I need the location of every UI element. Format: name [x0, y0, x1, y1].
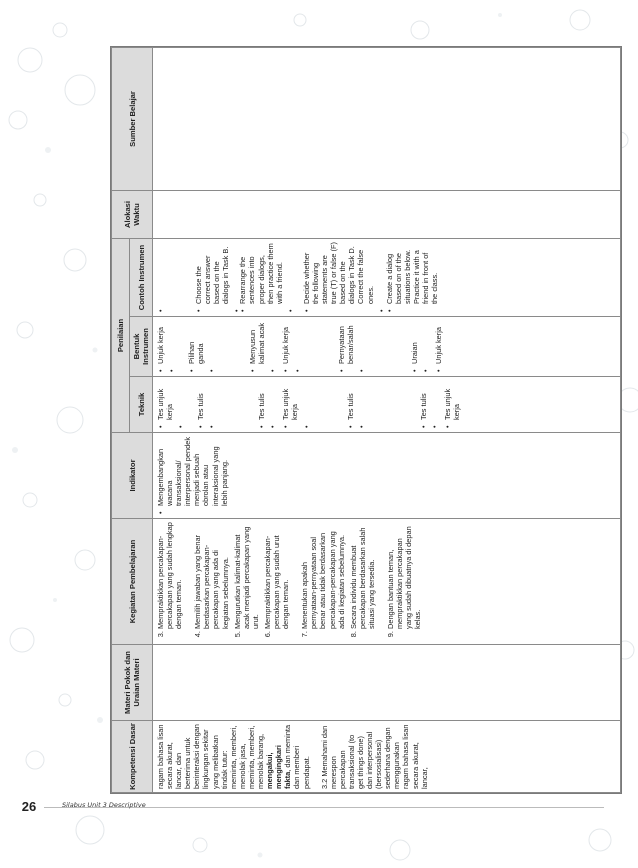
rotated-syllabus-table [111, 47, 621, 793]
bentuk-item: • Unjuk kerja [281, 320, 290, 364]
header-indikator: Indikator [112, 433, 153, 519]
indikator-item: • Mengembangkan wacana transaksional/ interpersonal pendek menjadi sebuah obrolan atau interaksional yang lebih panjang. [156, 436, 229, 506]
header-sumber-belajar: Sumber Belajar [112, 48, 153, 191]
kegiatan-list [156, 522, 422, 641]
bentuk-item: • Pernyataan benar/salah [337, 320, 355, 364]
teknik-item: • Tes unjuk kerja [156, 380, 174, 420]
teknik-item: • Tes tulis [346, 380, 355, 420]
teknik-item: • Tes tulis [257, 380, 266, 420]
header-alokasi-waktu: Alokasi Waktu [112, 191, 153, 239]
kegiatan-item: 6. Mempraktikkan percakapan-percakapan yang sudah urut dengan teman. [263, 522, 290, 629]
bentuk-item: • Menyusun kalimat acak [248, 320, 266, 364]
teknik-item: • Tes tulis [196, 380, 205, 420]
teknik-item: • Tes unjuk kerja [281, 380, 299, 420]
kegiatan-item: 7. Menentukan apakah pernyataan-pernyataan soal benar atau tidak berdasarkan percakapan-percakapan yang ada di kegiatan sebelumnya. [300, 522, 345, 629]
bentuk-instrumen-cell [153, 317, 621, 377]
header-contoh-instrumen: Contoh Instrumen [130, 239, 153, 317]
bentuk-list [156, 320, 443, 373]
kegiatan-item: 9. Dengan bantuan teman, mempraktikkan percakapan yang sudah dibuatnya di depan kelas. [386, 522, 422, 629]
teknik-list [156, 380, 461, 429]
header-row [112, 48, 130, 793]
header-bentuk-instrumen: Bentuk Instrumen [130, 317, 153, 377]
indikator-cell [153, 433, 621, 519]
header-kompetensi-dasar: Kompetensi Dasar [112, 721, 153, 793]
contoh-list [156, 242, 439, 313]
sumber-belajar-cell [153, 48, 621, 191]
contoh-item: • Choose the correct answer based on the dialogs in Task B. [194, 242, 230, 304]
teknik-item: • Tes unjuk kerja [443, 380, 461, 420]
kegiatan-item: 5. Mengurutkan kalimat-kalimat acak menjadi percakapan yang urut. [233, 522, 260, 629]
kompetensi-bold-text: mengakui, mengingkari fakta [265, 745, 293, 789]
kegiatan-item: 8. Secara individu membuat percakapan berdasarkan salah situasi yang tersedia. [349, 522, 376, 629]
contoh-item: • Create a dialog based on of the situations below. Practice it with a friend in front of the class. [385, 242, 440, 304]
kegiatan-pembelajaran-cell [153, 519, 621, 645]
bentuk-item: • Uraian [410, 320, 419, 364]
header-penilaian: Penilaian [112, 239, 130, 433]
materi-pokok-cell [153, 645, 621, 721]
bentuk-item: • Unjuk kerja [156, 320, 165, 364]
header-kegiatan-pembelajaran: Kegiatan Pembelajaran [112, 519, 153, 645]
contoh-item: • Decide whether the following statements are true (T) or false (F) based on the dialogs in Task D. Correct the false ones. [302, 242, 375, 304]
contoh-instrumen-cell [153, 239, 621, 317]
header-materi-pokok: Materi Pokok dan Uraian Materi [112, 645, 153, 721]
table-row [153, 48, 621, 793]
alokasi-waktu-cell [153, 191, 621, 239]
bentuk-item: • Pilihan ganda [187, 320, 205, 364]
syllabus-table [111, 47, 621, 793]
footer-caption: Silabus Unit 3 Descriptive [62, 801, 146, 809]
teknik-item: • Tes tulis [419, 380, 428, 420]
bentuk-item: • Unjuk kerja [434, 320, 443, 364]
kegiatan-item: 3. Mempraktikkan percakapan-percakapan yang sudah lengkap dengan teman. [156, 522, 183, 629]
contoh-item: • Rearrange the sentences into proper dialogs, then practice them with a friend. [238, 242, 283, 304]
kompetensi-para-1: ragam bahasa lisan secara akurat, lancar, dan berterima untuk berinteraksi dengan lingkungan sekitar yang melibatkan tindak tutur: meminta, memberi, menolak jasa, meminta, memberi, menolak barang, mengakui, mengingkari fakta, dan meminta dan memberi pendapat. [156, 724, 311, 789]
header-teknik: Teknik [130, 377, 153, 433]
indikator-list [156, 436, 229, 515]
kegiatan-item: 4. Memilih jawaban yang benar berdasarkan percakapan-percakapan yang ada di kegiatan sebelumnya. [193, 522, 229, 629]
teknik-cell [153, 377, 621, 433]
page-number: 26 [21, 799, 37, 814]
syllabus-table-frame [110, 46, 622, 794]
kompetensi-dasar-cell [153, 721, 621, 793]
kompetensi-para-2: 3.2 Memahami dan merespon percakapan transaksional (to get things done) dan interpersonal (bersosialisasi) sederhana dengan menggunakan ragam bahasa lisan secara akurat, lancar, [319, 724, 429, 789]
